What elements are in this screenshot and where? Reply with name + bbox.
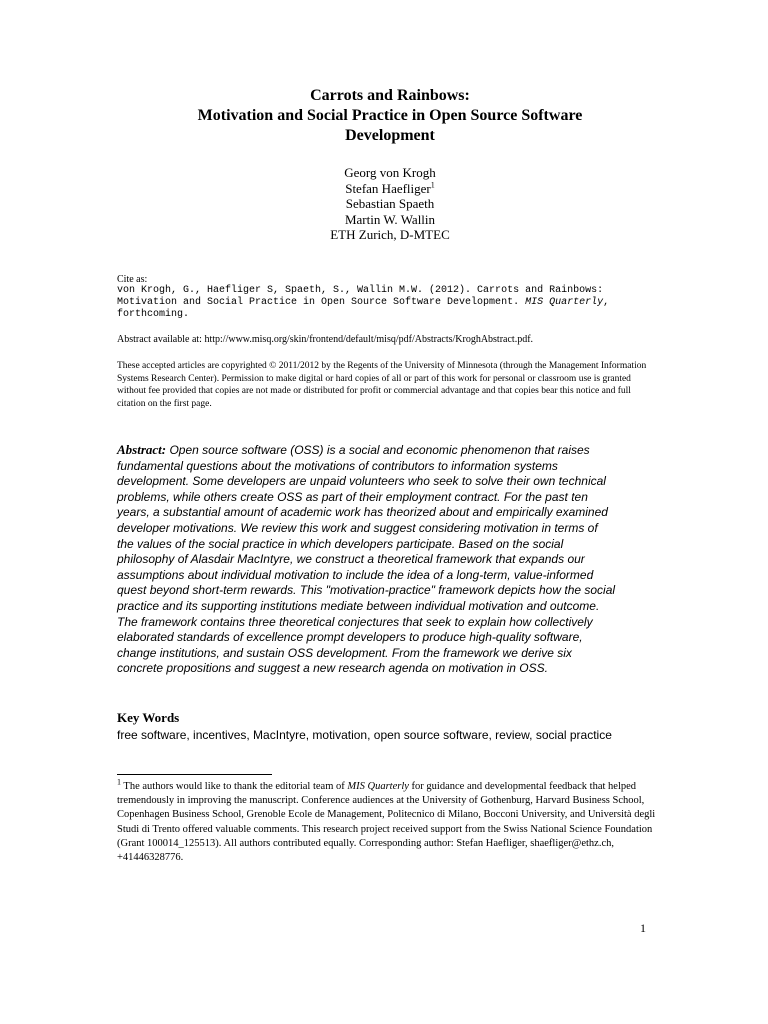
- author-2-line: [110, 181, 670, 197]
- author-1: Georg von Krogh: [344, 165, 436, 180]
- author-list: [110, 165, 670, 243]
- author-3: Sebastian Spaeth: [345, 196, 435, 211]
- page-number: 1: [640, 921, 646, 935]
- keywords-title: Key Words: [117, 710, 180, 725]
- abstract: [117, 442, 617, 677]
- author-2: Stefan Haefliger: [345, 180, 431, 196]
- footnote-journal: MIS Quarterly: [347, 781, 409, 792]
- title-line-1: Carrots and Rainbows:: [310, 87, 470, 104]
- cite-text-part1: von Krogh, G., Haefliger S, Spaeth, S., Wallin M.W. (2012). Carrots and Rainbows: Motivation and Social Practice in Open Source Software Development.: [117, 285, 610, 308]
- copyright-notice: These accepted articles are copyrighted © 2011/2012 by the Regents of the University of Minnesota (through the Management Information Systems Research Center). Permission to make digital or hard copies of all or part of this work for personal or classroom use is granted without fee provided that copies are not made or distributed for profit or commercial advantage and that copies bear this notice and full citation on the first page.: [117, 361, 647, 409]
- abstract-label: Abstract:: [117, 442, 167, 457]
- cite-label: Cite as:: [117, 274, 148, 285]
- paper-title: [110, 86, 670, 146]
- footnote-divider: [117, 774, 272, 775]
- title-line-3: Development: [345, 127, 435, 144]
- author-4: Martin W. Wallin: [344, 211, 436, 227]
- footnote-number: 1: [117, 777, 121, 787]
- footnote-text-part1: The authors would like to thank the editorial team of: [121, 781, 348, 792]
- keywords-text: free software, incentives, MacIntyre, motivation, open source software, review, social practice: [117, 728, 612, 742]
- cite-text-part2: , forthcoming.: [117, 297, 616, 320]
- keywords-section: [117, 710, 617, 743]
- cite-journal: MIS Quarterly: [525, 297, 604, 308]
- footnote-mark: 1: [430, 180, 435, 190]
- title-line-2: Motivation and Social Practice in Open Source Software: [197, 107, 583, 124]
- footnote-text-part2: for guidance and developmental feedback that helped tremendously in improving the manuscript. Conference audiences at the University of Gothenburg, Harvard Business School, Copenhagen Business School, Grenoble Ecole de Management, Politecnico di Milano, Bocconi University, and Università degli Studi di Trento offered valuable comments. This research project received support from the Swiss National Science Foundation (Grant 100014_125513). All authors contributed equally. Corresponding author: Stefan Haefliger, shaefliger@ethz.ch, +41446328776.: [117, 781, 656, 864]
- citation-block: [117, 274, 647, 321]
- cite-text: [117, 285, 647, 321]
- affiliation: ETH Zurich, D-MTEC: [330, 227, 450, 242]
- abstract-text: Open source software (OSS) is a social and economic phenomenon that raises fundamental questions about the motivations of contributors to information systems development. Some developers are unpaid volunteers who seek to solve their own technical problems, while others create OSS as part of their employment contract. For the past ten years, a substantial amount of academic work has theorized about and empirically examined developer motivations. We review this work and suggest considering motivation in terms of the values of the social practice in which developers participate. Based on the social philosophy of Alasdair MacIntyre, we construct a theoretical framework that expands our assumptions about individual motivation to include the idea of a long-term, value-informed quest beyond short-term rewards. This "motivation-practice" framework depicts how the social practice and its supporting institutions mediate between individual motivation and outcome. The framework contains three theoretical conjectures that seek to explain how collectively elaborated standards of excellence prompt developers to produce high-quality software, change institutions, and sustain OSS development. From the framework we derive six concrete propositions and suggest a new research agenda on motivation in OSS.: [117, 443, 616, 676]
- abstract-link: Abstract available at: http://www.misq.org/skin/frontend/default/misq/pdf/Abstracts/KroghAbstract.pdf.: [117, 334, 534, 345]
- footnote: [117, 777, 657, 865]
